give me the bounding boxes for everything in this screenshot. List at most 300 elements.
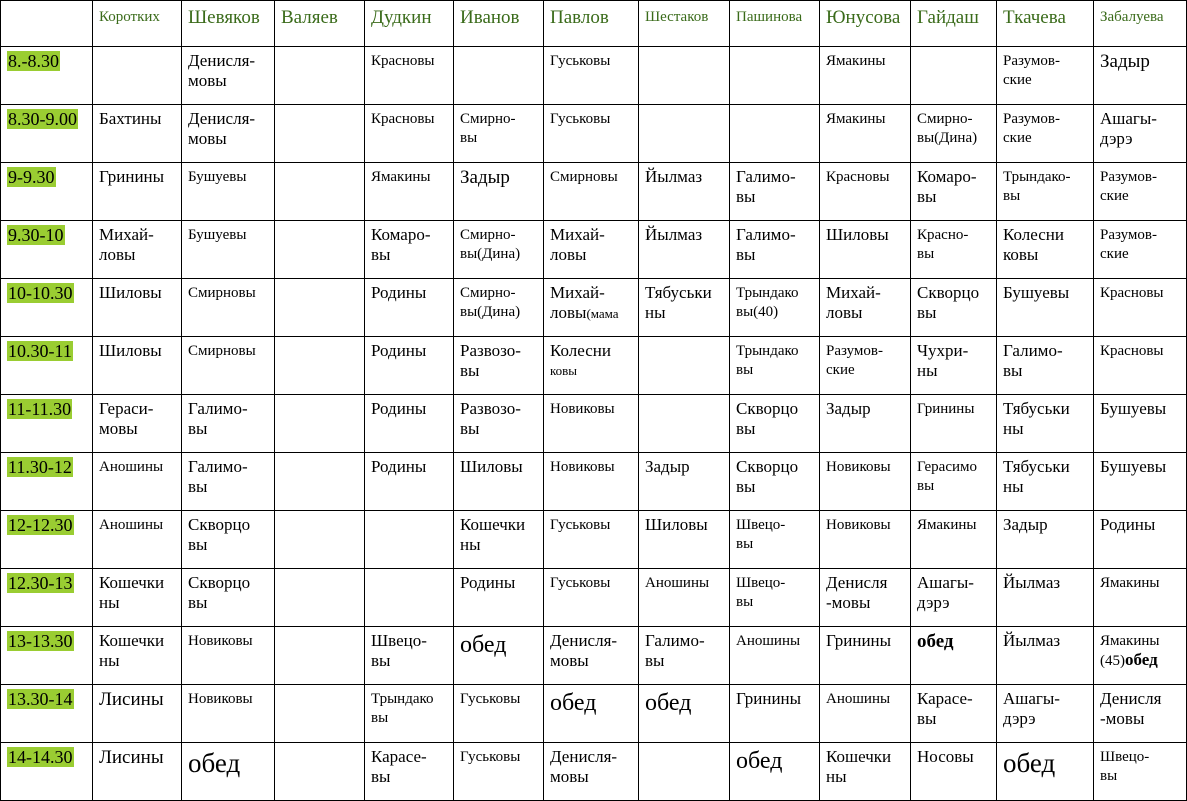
schedule-cell	[93, 453, 182, 511]
schedule-cell	[911, 685, 997, 743]
schedule-cell	[730, 337, 820, 395]
appointment-text: Бушуевы	[1100, 457, 1167, 476]
time-slot-cell	[1, 395, 93, 453]
appointment-text: Галимо- вы	[1003, 341, 1063, 381]
appointment-text: Денисля- мовы	[550, 631, 618, 671]
appointment-text: Герасимо вы	[917, 459, 978, 495]
schedule-cell	[365, 337, 454, 395]
schedule-cell	[1094, 685, 1187, 743]
appointment-text: Кошечки ны	[99, 631, 165, 671]
schedule-cell	[1094, 511, 1187, 569]
schedule-cell	[93, 685, 182, 743]
appointment-text: Аношины	[99, 459, 164, 475]
appointment-text: Гринины	[736, 689, 802, 708]
appointment-text: Кошечки ны	[460, 515, 526, 555]
table-row	[1, 627, 1187, 685]
schedule-cell	[544, 685, 639, 743]
appointment-text: Бушуевы	[1003, 283, 1070, 302]
schedule-cell	[730, 743, 820, 801]
time-slot-label: 9-9.30	[8, 167, 55, 187]
column-header	[544, 1, 639, 47]
appointment-text: Ямакины (45)	[1100, 633, 1160, 670]
schedule-cell	[275, 105, 365, 163]
time-slot-label: 13.30-14	[8, 689, 73, 709]
schedule-cell	[639, 453, 730, 511]
appointment-text: обед	[550, 690, 597, 716]
schedule-cell	[639, 569, 730, 627]
schedule-cell	[275, 163, 365, 221]
appointment-text: Бахтины	[99, 109, 162, 128]
schedule-cell	[911, 627, 997, 685]
table-row	[1, 221, 1187, 279]
appointment-text: Новиковы	[188, 633, 253, 649]
appointment-text: Шиловы	[460, 457, 523, 476]
appointment-text: Кошечки ны	[826, 747, 892, 787]
time-slot-label: 10.30-11	[8, 341, 72, 361]
schedule-cell	[730, 685, 820, 743]
appointment-text: Тябуськи ны	[1003, 457, 1070, 497]
appointment-text: Галимо- вы	[188, 399, 248, 439]
time-slot-cell	[1, 279, 93, 337]
schedule-cell	[93, 395, 182, 453]
schedule-cell	[182, 105, 275, 163]
table-row	[1, 163, 1187, 221]
time-slot-label: 13-13.30	[8, 631, 73, 651]
schedule-cell	[997, 395, 1094, 453]
schedule-cell	[182, 453, 275, 511]
column-header	[997, 1, 1094, 47]
column-header-label: Забалуева	[1100, 9, 1164, 25]
appointment-text: Разумов- ские	[1003, 53, 1060, 89]
schedule-cell	[275, 47, 365, 105]
schedule-cell	[93, 163, 182, 221]
schedule-cell	[911, 221, 997, 279]
appointment-text: Михай- ловы	[550, 225, 605, 265]
schedule-cell	[182, 221, 275, 279]
appointment-text: Смирновы	[188, 343, 256, 359]
column-header-label: Павлов	[550, 7, 609, 28]
time-slot-cell	[1, 627, 93, 685]
schedule-cell	[1094, 279, 1187, 337]
appointment-text: Разумов- ские	[1003, 111, 1060, 147]
appointment-text: Гераси- мовы	[99, 399, 154, 439]
appointment-text: Гринины	[917, 401, 975, 417]
schedule-cell	[275, 743, 365, 801]
column-header-label: Дудкин	[371, 7, 432, 28]
appointment-text: обед	[736, 748, 783, 774]
appointment-text: Задыр	[1100, 51, 1150, 72]
schedule-cell	[454, 743, 544, 801]
schedule-cell	[997, 511, 1094, 569]
appointment-text: Денисля -мовы	[1100, 689, 1162, 729]
column-header-label: Шестаков	[645, 9, 709, 25]
schedule-cell	[275, 337, 365, 395]
time-slot-label: 11-11.30	[8, 399, 72, 419]
schedule-cell	[911, 743, 997, 801]
schedule-cell	[93, 627, 182, 685]
table-row	[1, 453, 1187, 511]
schedule-cell	[820, 105, 911, 163]
schedule-cell	[820, 743, 911, 801]
schedule-cell	[730, 221, 820, 279]
table-row	[1, 685, 1187, 743]
schedule-cell	[93, 569, 182, 627]
appointment-text: Родины	[371, 283, 427, 302]
schedule-cell	[639, 163, 730, 221]
schedule-cell	[454, 105, 544, 163]
schedule-cell	[639, 627, 730, 685]
schedule-header	[1, 1, 1187, 47]
appointment-text: Галимо- вы	[736, 225, 796, 265]
schedule-cell	[275, 511, 365, 569]
appointment-text: Трындако вы(40)	[736, 285, 799, 321]
schedule-cell	[454, 279, 544, 337]
schedule-cell	[997, 569, 1094, 627]
appointment-text: Новиковы	[826, 517, 891, 533]
schedule-cell	[820, 569, 911, 627]
appointment-text: Скворцо вы	[917, 283, 980, 323]
schedule-cell	[275, 627, 365, 685]
appointment-text: обед	[645, 690, 692, 716]
appointment-text: Новиковы	[188, 691, 253, 707]
appointment-text: обед	[917, 631, 954, 652]
appointment-text: Аношины	[99, 517, 164, 533]
schedule-cell	[911, 453, 997, 511]
appointment-text: Красновы	[1100, 343, 1164, 359]
appointment-text: Колесни	[550, 341, 611, 360]
appointment-text: Новиковы	[550, 459, 615, 475]
appointment-text: Новиковы	[550, 401, 615, 417]
schedule-cell	[454, 453, 544, 511]
schedule-cell	[820, 453, 911, 511]
appointment-text: Михай- ловы	[826, 283, 881, 323]
schedule-cell	[454, 569, 544, 627]
appointment-text: Галимо- вы	[188, 457, 248, 497]
appointment-text: Родины	[371, 457, 427, 476]
appointment-text: Задыр	[645, 457, 690, 476]
appointment-text: обед	[188, 748, 241, 778]
appointment-text: Родины	[1100, 515, 1156, 534]
time-slot-cell	[1, 453, 93, 511]
column-header-label: Иванов	[460, 7, 520, 28]
schedule-cell	[730, 279, 820, 337]
time-slot-cell	[1, 105, 93, 163]
appointment-text: Красновы	[371, 53, 435, 69]
appointment-text: Шиловы	[99, 283, 162, 302]
appointment-text: Гуськовы	[460, 749, 521, 765]
schedule-cell	[997, 453, 1094, 511]
column-header	[182, 1, 275, 47]
schedule-cell	[275, 453, 365, 511]
appointment-text: Тябуськи ны	[1003, 399, 1070, 439]
appointment-text: Развозо- вы	[460, 399, 521, 439]
appointment-text: Новиковы	[826, 459, 891, 475]
appointment-text: Карасе- вы	[917, 689, 973, 729]
appointment-text: Трындако вы	[371, 691, 434, 727]
schedule-cell	[454, 511, 544, 569]
schedule-cell	[730, 627, 820, 685]
appointment-text: Красновы	[371, 111, 435, 127]
schedule-cell	[997, 337, 1094, 395]
schedule-cell	[182, 511, 275, 569]
appointment-text: Разумов- ские	[1100, 227, 1157, 263]
appointment-text: Ашагы- дэрэ	[1003, 689, 1060, 729]
appointment-text: Ямакины	[1100, 575, 1160, 591]
appointment-text: Михай- ловы	[99, 225, 154, 265]
time-slot-cell	[1, 221, 93, 279]
schedule-cell	[544, 47, 639, 105]
table-row	[1, 511, 1187, 569]
appointment-text: Аношины	[826, 691, 891, 707]
schedule-cell	[454, 163, 544, 221]
schedule-cell	[820, 163, 911, 221]
schedule-cell	[182, 337, 275, 395]
schedule-cell	[365, 627, 454, 685]
schedule-cell	[275, 279, 365, 337]
schedule-cell	[182, 627, 275, 685]
appointment-text: обед	[460, 632, 507, 658]
column-header-label: Юнусова	[826, 7, 901, 28]
appointment-text: Смирно- вы(Дина)	[460, 285, 521, 321]
schedule-cell	[93, 743, 182, 801]
appointment-text: Ашагы- дэрэ	[1100, 109, 1157, 149]
schedule-cell	[911, 163, 997, 221]
schedule-cell	[911, 511, 997, 569]
time-slot-cell	[1, 743, 93, 801]
appointment-text: Гринины	[99, 167, 165, 186]
schedule-cell	[365, 279, 454, 337]
appointment-text: Красновы	[1100, 285, 1164, 301]
appointment-text: Йылмаз	[645, 225, 703, 244]
appointment-text: Гуськовы	[550, 575, 611, 591]
schedule-cell	[544, 511, 639, 569]
appointment-text: Задыр	[1003, 515, 1048, 534]
schedule-cell	[275, 221, 365, 279]
schedule-cell	[182, 47, 275, 105]
schedule-cell	[1094, 569, 1187, 627]
appointment-text: Михай- ловы	[550, 283, 605, 323]
appointment-text: Аношины	[736, 633, 801, 649]
schedule-cell	[93, 47, 182, 105]
schedule-cell	[911, 279, 997, 337]
schedule-cell	[544, 279, 639, 337]
schedule-cell	[639, 511, 730, 569]
appointment-text: Гуськовы	[550, 517, 611, 533]
schedule-cell	[544, 627, 639, 685]
schedule-cell	[182, 685, 275, 743]
schedule-cell	[365, 395, 454, 453]
appointment-text: Разумов- ские	[826, 343, 883, 379]
appointment-note: (мама	[586, 306, 619, 322]
schedule-cell	[454, 395, 544, 453]
schedule-cell	[730, 47, 820, 105]
schedule-cell	[730, 569, 820, 627]
schedule-cell	[1094, 221, 1187, 279]
column-header	[275, 1, 365, 47]
appointment-text: Чухри- ны	[917, 341, 969, 381]
time-slot-label: 14-14.30	[8, 747, 73, 767]
schedule-cell	[911, 47, 997, 105]
column-header-label: Шевяков	[188, 7, 260, 28]
column-header	[911, 1, 997, 47]
appointment-text: Денисля -мовы	[826, 573, 888, 613]
column-header-label: Пашинова	[736, 9, 803, 25]
column-header	[93, 1, 182, 47]
schedule-cell	[365, 47, 454, 105]
column-header	[454, 1, 544, 47]
appointment-text: Родины	[460, 573, 516, 592]
appointment-text: Красновы	[826, 169, 890, 185]
appointment-text: Трындако вы	[736, 343, 799, 379]
appointment-text: Йылмаз	[1003, 631, 1061, 650]
table-row	[1, 337, 1187, 395]
schedule-cell	[93, 511, 182, 569]
schedule-cell	[365, 105, 454, 163]
appointment-text: Ямакины	[826, 53, 886, 69]
schedule-cell	[275, 685, 365, 743]
time-slot-label: 9.30-10	[8, 225, 64, 245]
appointment-text: Швецо- вы	[371, 631, 427, 671]
column-header-label: Гайдаш	[917, 7, 979, 28]
appointment-text: Развозо- вы	[460, 341, 521, 381]
schedule-cell	[639, 743, 730, 801]
time-slot-label: 11.30-12	[8, 457, 72, 477]
schedule-cell	[1094, 105, 1187, 163]
schedule-cell	[639, 47, 730, 105]
schedule-cell	[911, 337, 997, 395]
schedule-cell	[1094, 337, 1187, 395]
time-slot-cell	[1, 685, 93, 743]
column-header-label: Коротких	[99, 9, 160, 25]
schedule-cell	[182, 163, 275, 221]
schedule-cell	[639, 221, 730, 279]
appointment-text: Ямакины	[826, 111, 886, 127]
time-slot-label: 8.-8.30	[8, 51, 59, 71]
appointment-text: Ямакины	[917, 517, 977, 533]
appointment-text: Йылмаз	[645, 167, 703, 186]
appointment-text: Аношины	[645, 575, 710, 591]
schedule-cell	[639, 395, 730, 453]
table-row	[1, 47, 1187, 105]
schedule-cell	[911, 105, 997, 163]
schedule-cell	[820, 279, 911, 337]
appointment-text: Комаро- вы	[371, 225, 431, 265]
appointment-text: Гуськовы	[550, 53, 611, 69]
table-row	[1, 743, 1187, 801]
schedule-cell	[454, 685, 544, 743]
appointment-text: Скворцо вы	[188, 515, 251, 555]
appointment-text: Денисля- мовы	[550, 747, 618, 787]
schedule-cell	[365, 453, 454, 511]
column-header	[365, 1, 454, 47]
appointment-text: Гуськовы	[460, 691, 521, 707]
schedule-cell	[544, 105, 639, 163]
appointment-text: Красно- вы	[917, 227, 969, 263]
appointment-text: Родины	[371, 399, 427, 418]
schedule-cell	[997, 221, 1094, 279]
appointment-text: Задыр	[460, 167, 510, 188]
schedule-cell	[182, 743, 275, 801]
appointment-text: Задыр	[826, 399, 871, 418]
appointment-text: Носовы	[917, 747, 974, 766]
schedule-cell	[544, 395, 639, 453]
schedule-cell	[544, 453, 639, 511]
column-header	[730, 1, 820, 47]
schedule-cell	[454, 47, 544, 105]
appointment-text: обед	[1003, 748, 1056, 778]
appointment-text: Смирно- вы(Дина)	[917, 111, 978, 147]
schedule-cell	[820, 47, 911, 105]
appointment-text: Тябуськи ны	[645, 283, 712, 323]
appointment-text: Смирновы	[550, 169, 618, 185]
schedule-cell	[911, 395, 997, 453]
time-slot-label: 10-10.30	[8, 283, 73, 303]
table-row	[1, 105, 1187, 163]
schedule-cell	[820, 395, 911, 453]
appointment-text: Швецо- вы	[1100, 749, 1150, 785]
schedule-cell	[454, 337, 544, 395]
schedule-cell	[365, 221, 454, 279]
time-slot-label: 8.30-9.00	[8, 109, 77, 129]
schedule-cell	[365, 569, 454, 627]
appointment-text: Лисины	[99, 747, 164, 768]
time-slot-cell	[1, 163, 93, 221]
appointment-text: Бушуевы	[188, 227, 247, 243]
appointment-text: Смирно- вы(Дина)	[460, 227, 521, 263]
schedule-cell	[820, 221, 911, 279]
column-header	[1094, 1, 1187, 47]
schedule-cell	[820, 511, 911, 569]
appointment-note: обед	[1125, 650, 1158, 670]
schedule-cell	[365, 685, 454, 743]
appointment-text: Швецо- вы	[736, 517, 786, 553]
time-slot-cell	[1, 511, 93, 569]
schedule-cell	[997, 47, 1094, 105]
column-header-label: Ткачева	[1003, 7, 1066, 28]
schedule-cell	[544, 221, 639, 279]
appointment-text: Йылмаз	[1003, 573, 1061, 592]
appointment-text: Лисины	[99, 689, 164, 710]
appointment-text: Карасе- вы	[371, 747, 427, 787]
schedule-cell	[93, 337, 182, 395]
schedule-cell	[997, 279, 1094, 337]
column-header-label: Валяев	[281, 7, 338, 28]
schedule-cell	[997, 743, 1094, 801]
schedule-cell	[93, 279, 182, 337]
appointment-text: Бушуевы	[1100, 399, 1167, 418]
appointment-text: Кошечки ны	[99, 573, 165, 613]
table-row	[1, 279, 1187, 337]
schedule-cell	[639, 105, 730, 163]
appointment-text: Скворцо вы	[188, 573, 251, 613]
schedule-cell	[454, 221, 544, 279]
schedule-cell	[730, 453, 820, 511]
schedule-cell	[997, 163, 1094, 221]
schedule-cell	[730, 105, 820, 163]
schedule-cell	[639, 279, 730, 337]
schedule-cell	[182, 279, 275, 337]
appointment-text: Гринины	[826, 631, 892, 650]
schedule-cell	[93, 221, 182, 279]
schedule-cell	[639, 337, 730, 395]
schedule-cell	[544, 163, 639, 221]
table-row	[1, 395, 1187, 453]
appointment-text: Шиловы	[99, 341, 162, 360]
appointment-text: Разумов- ские	[1100, 169, 1157, 205]
appointment-text: Бушуевы	[188, 169, 247, 185]
column-header	[639, 1, 730, 47]
appointment-text: Ашагы- дэрэ	[917, 573, 974, 613]
